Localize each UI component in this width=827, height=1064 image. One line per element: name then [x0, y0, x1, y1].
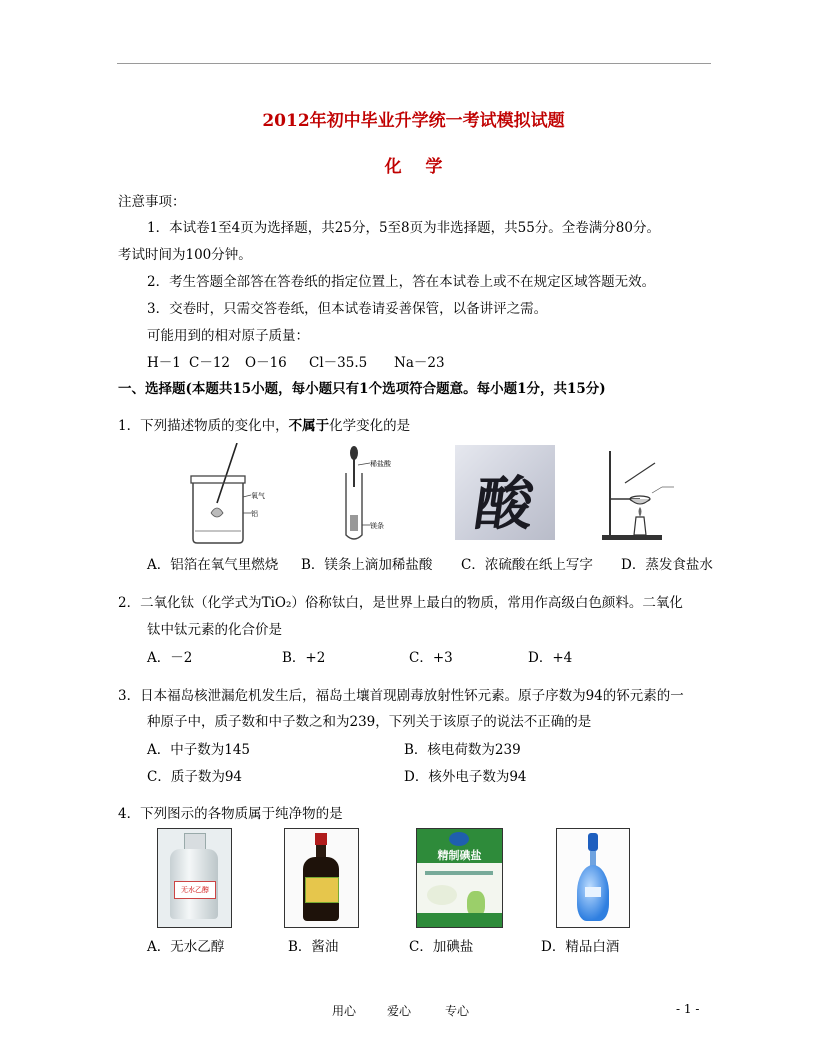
- exam-title: 2012年初中毕业升学统一考试模拟试题: [262, 111, 565, 131]
- q3-stem-line1: 3．日本福岛核泄漏危机发生后，福岛土壤首现剧毒放射性钚元素。原子序数为94的钚元素的一: [118, 688, 684, 704]
- q2-option-c: C．+3: [409, 650, 453, 666]
- q3-option-a: A．中子数为145: [147, 742, 251, 758]
- q1-option-d: D．蒸发食盐水: [621, 557, 713, 573]
- q1-stem-a: 1．下列描述物质的变化中，: [118, 418, 289, 434]
- photo-ethanol-bottle: [157, 828, 232, 928]
- fig-b-label-mg: 镁条: [370, 522, 384, 530]
- fig-a-label-oxygen: 氧气: [251, 492, 265, 500]
- note-item-1-cont: 考试时间为100分钟。: [118, 247, 252, 263]
- mass-na: Na－23: [394, 355, 445, 371]
- note-item-1: 1．本试卷1至4页为选择题，共25分，5至8页为非选择题，共55分。全卷满分80分。: [147, 220, 660, 236]
- q4-stem: 4．下列图示的各物质属于纯净物的是: [118, 806, 343, 822]
- q1-stem: [118, 414, 410, 434]
- mass-cl: Cl－35.5: [309, 355, 368, 371]
- salt-label: 精制碘盐: [437, 849, 482, 862]
- header-rule: [117, 63, 711, 64]
- figure-paper-writing: [455, 445, 555, 540]
- q2-option-d: D．+4: [528, 650, 573, 666]
- mass-heading: 可能用到的相对原子质量：: [147, 328, 309, 344]
- photo-soy-sauce: [284, 828, 359, 928]
- page-number: - 1 -: [676, 1002, 700, 1016]
- q2-option-b: B．+2: [282, 650, 326, 666]
- q1-stem-emphasis: 不属于: [288, 418, 330, 434]
- q2-option-a: A．－2: [147, 650, 193, 666]
- q4-option-b: B．酱油: [288, 939, 339, 955]
- q4-option-c: C．加碘盐: [409, 939, 474, 955]
- mass-o: O－16: [245, 355, 287, 371]
- q1-option-c: C．浓硫酸在纸上写字: [461, 557, 593, 573]
- photo-liquor-bottle: [556, 828, 630, 928]
- fig-c-character: 酸: [470, 470, 539, 538]
- q1-option-b: B．镁条上滴加稀盐酸: [301, 557, 433, 573]
- q3-option-c: C．质子数为94: [147, 769, 243, 785]
- q2-stem-line2: 钛中钛元素的化合价是: [147, 622, 282, 638]
- figure-dropper-tube: [330, 443, 395, 545]
- footer-word-1: 用心: [332, 1004, 357, 1018]
- q1-option-a: A．铝箔在氧气里燃烧: [147, 557, 279, 573]
- q3-option-b: B．核电荷数为239: [404, 742, 521, 758]
- q2-stem-line1: 2．二氧化钛（化学式为TiO₂）俗称钛白，是世界上最白的物质，常用作高级白色颜料。二氧化: [118, 595, 683, 611]
- q3-option-d: D．核外电子数为94: [404, 769, 527, 785]
- fig-a-label-aluminum: 铝: [251, 510, 258, 518]
- footer-word-3: 专心: [445, 1004, 470, 1018]
- q3-stem-line2: 种原子中，质子数和中子数之和为239，下列关于该原子的说法不正确的是: [147, 714, 592, 730]
- mass-c: C－12: [189, 355, 231, 371]
- note-item-2: 2．考生答题全部答在答卷纸的指定位置上，答在本试卷上或不在规定区域答题无效。: [147, 274, 656, 290]
- q4-option-d: D．精品白酒: [541, 939, 620, 955]
- footer-word-2: 爱心: [387, 1004, 412, 1018]
- fig-b-label-acid: 稀盐酸: [370, 460, 391, 468]
- figure-evaporation: [600, 443, 680, 545]
- figure-aluminum-oxygen: [185, 443, 270, 545]
- photo-iodized-salt: [416, 828, 503, 928]
- note-item-3: 3．交卷时，只需交答卷纸，但本试卷请妥善保管，以备讲评之需。: [147, 301, 548, 317]
- q4-option-a: A．无水乙醇: [147, 939, 225, 955]
- notes-heading: 注意事项：: [118, 194, 186, 210]
- mass-h: H－1: [147, 355, 181, 371]
- q1-stem-c: 化学变化的是: [329, 418, 411, 434]
- ethanol-label: 无水乙醇: [174, 881, 216, 899]
- subject-title: 化 学: [384, 157, 443, 177]
- section-heading: 一、选择题(本题共15小题，每小题只有1个选项符合题意。每小题1分，共15分): [118, 381, 606, 397]
